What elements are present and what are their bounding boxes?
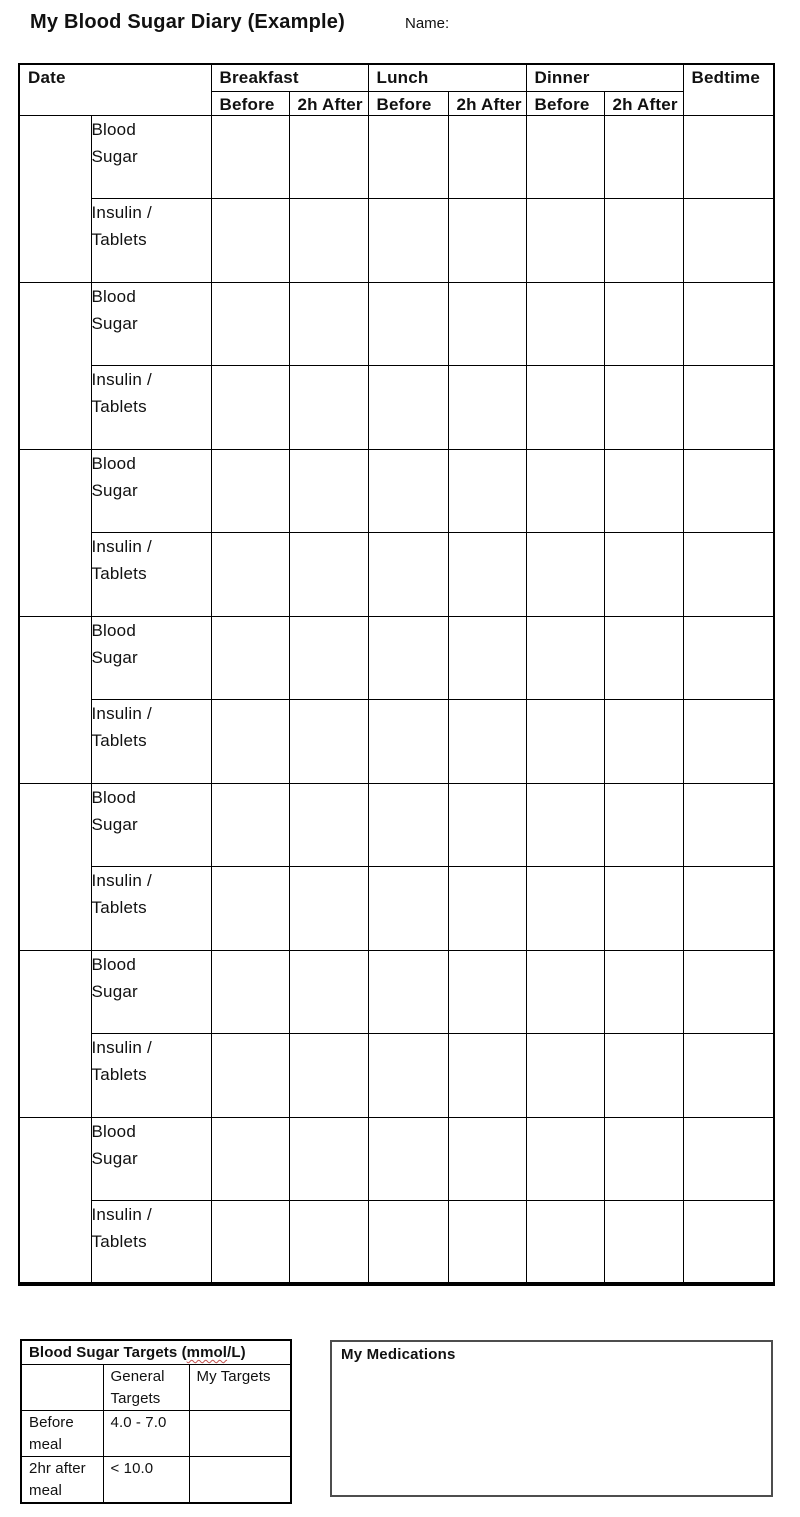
- entry-cell-dinner-2h-after[interactable]: [604, 198, 683, 282]
- row-label-insulin-tablets: Insulin / Tablets: [91, 532, 211, 616]
- col-header-date: Date: [19, 64, 211, 115]
- col-header-lunch: Lunch: [368, 64, 526, 91]
- date-cell[interactable]: [19, 783, 91, 950]
- entry-cell-dinner-before[interactable]: [526, 532, 604, 616]
- entry-cell-lunch-before[interactable]: [368, 783, 448, 866]
- row-label-insulin-tablets: Insulin / Tablets: [91, 699, 211, 783]
- entry-cell-lunch-2h-after[interactable]: [448, 115, 526, 198]
- targets-title-unit: mmol: [186, 1344, 228, 1361]
- entry-cell-lunch-2h-after[interactable]: [448, 1033, 526, 1117]
- entry-cell-dinner-before[interactable]: [526, 616, 604, 699]
- table-row: [19, 1117, 774, 1200]
- entry-cell-breakfast-2h-after[interactable]: [289, 198, 368, 282]
- entry-cell-lunch-2h-after[interactable]: [448, 1200, 526, 1284]
- entry-cell-lunch-before[interactable]: [368, 1117, 448, 1200]
- col-header-my-targets: My Targets: [189, 1365, 291, 1411]
- targets-title: Blood Sugar Targets (mmol/L): [21, 1340, 291, 1365]
- entry-cell-breakfast-before[interactable]: [211, 532, 289, 616]
- subheader-breakfast-before: Before: [211, 91, 289, 115]
- entry-cell-dinner-before[interactable]: [526, 699, 604, 783]
- entry-cell-breakfast-2h-after[interactable]: [289, 449, 368, 532]
- table-row: [19, 1200, 774, 1284]
- entry-cell-lunch-2h-after[interactable]: [448, 1117, 526, 1200]
- table-row: [19, 783, 774, 866]
- entry-cell-dinner-2h-after[interactable]: [604, 699, 683, 783]
- entry-cell-bedtime[interactable]: [683, 449, 774, 532]
- row-label-before-meal: Before meal: [21, 1411, 103, 1457]
- subheader-breakfast-2h-after: 2h After: [289, 91, 368, 115]
- entry-cell-bedtime[interactable]: [683, 783, 774, 866]
- entry-cell-breakfast-before[interactable]: [211, 699, 289, 783]
- row-label-insulin-tablets: Insulin / Tablets: [91, 866, 211, 950]
- entry-cell-lunch-2h-after[interactable]: [448, 365, 526, 449]
- entry-cell-dinner-2h-after[interactable]: [604, 783, 683, 866]
- entry-cell-lunch-2h-after[interactable]: [448, 532, 526, 616]
- row-label-blood-sugar: Blood Sugar: [91, 1117, 211, 1200]
- row-label-insulin-tablets: Insulin / Tablets: [91, 198, 211, 282]
- entry-cell-dinner-before[interactable]: [526, 282, 604, 365]
- entry-cell-dinner-before[interactable]: [526, 449, 604, 532]
- medications-box[interactable]: [330, 1340, 773, 1497]
- entry-cell-dinner-2h-after[interactable]: [604, 449, 683, 532]
- table-row: [19, 1033, 774, 1117]
- date-cell[interactable]: [19, 115, 91, 282]
- entry-cell-dinner-2h-after[interactable]: [604, 1200, 683, 1284]
- entry-cell-bedtime[interactable]: [683, 950, 774, 1033]
- entry-cell-lunch-before[interactable]: [368, 282, 448, 365]
- table-row: [21, 1365, 291, 1411]
- entry-cell-breakfast-before[interactable]: [211, 783, 289, 866]
- entry-cell-lunch-before[interactable]: [368, 1200, 448, 1284]
- entry-cell-lunch-before[interactable]: [368, 866, 448, 950]
- entry-cell-lunch-before[interactable]: [368, 449, 448, 532]
- entry-cell-lunch-before[interactable]: [368, 616, 448, 699]
- entry-cell-lunch-before[interactable]: [368, 532, 448, 616]
- col-header-general-targets: General Targets: [103, 1365, 189, 1411]
- entry-cell-dinner-before[interactable]: [526, 198, 604, 282]
- entry-cell-dinner-2h-after[interactable]: [604, 1117, 683, 1200]
- table-row: [19, 115, 774, 198]
- subheader-lunch-before: Before: [368, 91, 448, 115]
- table-row: [19, 198, 774, 282]
- col-header-dinner: Dinner: [526, 64, 683, 91]
- entry-cell-dinner-before[interactable]: [526, 783, 604, 866]
- entry-cell-lunch-before[interactable]: [368, 198, 448, 282]
- entry-cell-bedtime[interactable]: [683, 1117, 774, 1200]
- date-cell[interactable]: [19, 282, 91, 449]
- general-target-2hr-after-meal: < 10.0: [103, 1457, 189, 1504]
- table-row: [21, 1411, 291, 1457]
- row-label-blood-sugar: Blood Sugar: [91, 783, 211, 866]
- entry-cell-breakfast-before[interactable]: [211, 866, 289, 950]
- row-label-2hr-after-meal: 2hr after meal: [21, 1457, 103, 1504]
- blood-sugar-targets-table: [20, 1339, 292, 1504]
- subheader-lunch-2h-after: 2h After: [448, 91, 526, 115]
- col-header-bedtime: Bedtime: [683, 64, 774, 115]
- name-label: Name:: [405, 15, 450, 32]
- entry-cell-breakfast-2h-after[interactable]: [289, 1033, 368, 1117]
- subheader-dinner-2h-after: 2h After: [604, 91, 683, 115]
- entry-cell-breakfast-2h-after[interactable]: [289, 616, 368, 699]
- date-cell[interactable]: [19, 449, 91, 616]
- entry-cell-dinner-2h-after[interactable]: [604, 1033, 683, 1117]
- entry-cell-bedtime[interactable]: [683, 699, 774, 783]
- entry-cell-lunch-2h-after[interactable]: [448, 282, 526, 365]
- entry-cell-breakfast-before[interactable]: [211, 1200, 289, 1284]
- entry-cell-lunch-2h-after[interactable]: [448, 198, 526, 282]
- entry-cell-dinner-2h-after[interactable]: [604, 950, 683, 1033]
- entry-cell-lunch-2h-after[interactable]: [448, 616, 526, 699]
- entry-cell-dinner-before[interactable]: [526, 1117, 604, 1200]
- entry-cell-dinner-before[interactable]: [526, 866, 604, 950]
- entry-cell-breakfast-before[interactable]: [211, 115, 289, 198]
- entry-cell-breakfast-2h-after[interactable]: [289, 783, 368, 866]
- table-row: [21, 1340, 291, 1365]
- medications-title: My Medications: [341, 1346, 456, 1363]
- date-cell[interactable]: [19, 1117, 91, 1284]
- table-row: [21, 1457, 291, 1504]
- entry-cell-breakfast-2h-after[interactable]: [289, 532, 368, 616]
- col-header-breakfast: Breakfast: [211, 64, 368, 91]
- entry-cell-breakfast-before[interactable]: [211, 616, 289, 699]
- entry-cell-dinner-before[interactable]: [526, 115, 604, 198]
- entry-cell-bedtime[interactable]: [683, 616, 774, 699]
- entry-cell-lunch-2h-after[interactable]: [448, 950, 526, 1033]
- entry-cell-bedtime[interactable]: [683, 198, 774, 282]
- entry-cell-lunch-before[interactable]: [368, 1033, 448, 1117]
- entry-cell-breakfast-2h-after[interactable]: [289, 699, 368, 783]
- entry-cell-dinner-2h-after[interactable]: [604, 282, 683, 365]
- entry-cell-lunch-before[interactable]: [368, 950, 448, 1033]
- entry-cell-bedtime[interactable]: [683, 1033, 774, 1117]
- table-row: [19, 532, 774, 616]
- entry-cell-breakfast-before[interactable]: [211, 282, 289, 365]
- entry-cell-dinner-2h-after[interactable]: [604, 866, 683, 950]
- entry-cell-breakfast-before[interactable]: [211, 365, 289, 449]
- table-row: [19, 616, 774, 699]
- entry-cell-dinner-2h-after[interactable]: [604, 365, 683, 449]
- entry-cell-breakfast-before[interactable]: [211, 1117, 289, 1200]
- table-row: [19, 950, 774, 1033]
- entry-cell-lunch-2h-after[interactable]: [448, 783, 526, 866]
- entry-cell-bedtime[interactable]: [683, 365, 774, 449]
- row-label-blood-sugar: Blood Sugar: [91, 449, 211, 532]
- entry-cell-dinner-2h-after[interactable]: [604, 616, 683, 699]
- entry-cell-breakfast-2h-after[interactable]: [289, 1200, 368, 1284]
- entry-cell-breakfast-before[interactable]: [211, 449, 289, 532]
- entry-cell-bedtime[interactable]: [683, 532, 774, 616]
- entry-cell-breakfast-2h-after[interactable]: [289, 950, 368, 1033]
- entry-cell-dinner-2h-after[interactable]: [604, 115, 683, 198]
- entry-cell-lunch-before[interactable]: [368, 699, 448, 783]
- row-label-insulin-tablets: Insulin / Tablets: [91, 365, 211, 449]
- entry-cell-breakfast-2h-after[interactable]: [289, 1117, 368, 1200]
- subheader-dinner-before: Before: [526, 91, 604, 115]
- row-label-insulin-tablets: Insulin / Tablets: [91, 1033, 211, 1117]
- entry-cell-lunch-2h-after[interactable]: [448, 699, 526, 783]
- my-target-before-meal[interactable]: [189, 1411, 291, 1457]
- entry-cell-dinner-before[interactable]: [526, 1200, 604, 1284]
- entry-cell-breakfast-2h-after[interactable]: [289, 282, 368, 365]
- entry-cell-breakfast-2h-after[interactable]: [289, 115, 368, 198]
- page-title: My Blood Sugar Diary (Example): [30, 11, 345, 33]
- date-cell[interactable]: [19, 616, 91, 783]
- entry-cell-breakfast-before[interactable]: [211, 198, 289, 282]
- table-row: [19, 282, 774, 365]
- entry-cell-bedtime[interactable]: [683, 1200, 774, 1284]
- entry-cell-bedtime[interactable]: [683, 115, 774, 198]
- general-target-before-meal: 4.0 - 7.0: [103, 1411, 189, 1457]
- table-row: [19, 365, 774, 449]
- table-row: [19, 866, 774, 950]
- entry-cell-breakfast-before[interactable]: [211, 1033, 289, 1117]
- entry-cell-breakfast-2h-after[interactable]: [289, 866, 368, 950]
- targets-corner-cell: [21, 1365, 103, 1411]
- entry-cell-lunch-before[interactable]: [368, 365, 448, 449]
- table-row: [19, 699, 774, 783]
- entry-cell-bedtime[interactable]: [683, 866, 774, 950]
- row-label-blood-sugar: Blood Sugar: [91, 950, 211, 1033]
- row-label-blood-sugar: Blood Sugar: [91, 282, 211, 365]
- entry-cell-dinner-2h-after[interactable]: [604, 532, 683, 616]
- entry-cell-bedtime[interactable]: [683, 282, 774, 365]
- row-label-blood-sugar: Blood Sugar: [91, 115, 211, 198]
- entry-cell-lunch-2h-after[interactable]: [448, 866, 526, 950]
- entry-cell-breakfast-2h-after[interactable]: [289, 365, 368, 449]
- row-label-blood-sugar: Blood Sugar: [91, 616, 211, 699]
- entry-cell-breakfast-before[interactable]: [211, 950, 289, 1033]
- entry-cell-dinner-before[interactable]: [526, 365, 604, 449]
- row-label-insulin-tablets: Insulin / Tablets: [91, 1200, 211, 1284]
- blood-sugar-diary-table: [18, 63, 775, 1286]
- entry-cell-lunch-2h-after[interactable]: [448, 449, 526, 532]
- entry-cell-dinner-before[interactable]: [526, 1033, 604, 1117]
- entry-cell-lunch-before[interactable]: [368, 115, 448, 198]
- date-cell[interactable]: [19, 950, 91, 1117]
- table-row: [19, 449, 774, 532]
- entry-cell-dinner-before[interactable]: [526, 950, 604, 1033]
- my-target-2hr-after-meal[interactable]: [189, 1457, 291, 1504]
